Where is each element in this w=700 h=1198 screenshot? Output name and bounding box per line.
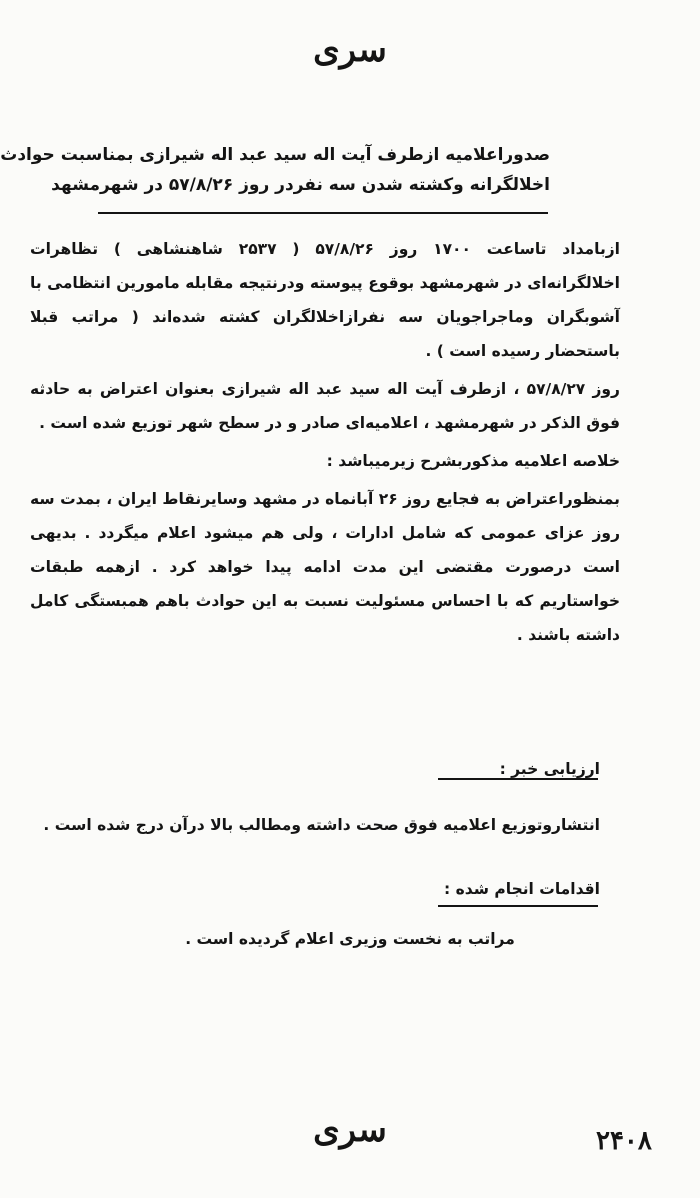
classification-footer: سری — [313, 1110, 387, 1150]
title-line-2: اخلالگرانه وکشته شدن سه نفردر روز ۵۷/۸/۲۶ در شهرمشهد — [51, 175, 550, 195]
title-line-1: صدوراعلامیه ازطرف آیت اله سید عبد اله شیرازی بمناسبت حوادث — [0, 145, 550, 165]
body-paragraph: روز ۵۷/۸/۲۷ ، ازطرف آیت اله سید عبد اله شیرازی بعنوان اعتراض به حادثه فوق الذکر در شهرمشهد ، اعلامیه‌ای صادر و در سطح شهر توزیع شده است . — [30, 380, 620, 432]
classification-header: سری — [313, 30, 387, 70]
actions-underline — [438, 905, 598, 907]
body-paragraph: ازبامداد تاساعت ۱۷۰۰ روز ۵۷/۸/۲۶ ( ۲۵۳۷ شاهنشاهی ) تظاهرات اخلالگرانه‌ای در شهرمشهد بوقوع پیوسته ودرنتیجه مقابله مامورین انتظامی با آشوبگران وماجراجویان سه نفرازاخلالگران کشته شده‌اند ( مراتب قبلا باستحضار رسیده است ) . — [30, 240, 620, 360]
assessment-text: انتشاروتوزیع اعلامیه فوق صحت داشته ومطالب بالا درآن درج شده است . — [43, 816, 600, 834]
actions-label: اقدامات انجام شده : — [444, 880, 600, 898]
document-body — [30, 232, 620, 656]
assessment-underline — [438, 778, 598, 780]
document-title — [0, 140, 550, 200]
body-paragraph: بمنظوراعتراض به فجایع روز ۲۶ آبانماه در مشهد وسایرنقاط ایران ، بمدت سه روز عزای عمومی که شامل ادارات ، ولی هم میشود اعلام میگردد . بدیهی است درصورت مقتضی این مدت ادامه پیدا خواهد کرد . ازهمه طبقات خواستاریم که با احساس مسئولیت نسبت به این حوادث باهم همبستگی کامل داشته باشند . — [30, 490, 620, 644]
page-number: ۲۴۰۸ — [596, 1126, 652, 1156]
assessment-label: ارزیابی خبر : — [499, 760, 600, 778]
actions-text: مراتب به نخست وزیری اعلام گردیده است . — [185, 930, 515, 948]
body-paragraph: خلاصه اعلامیه مذکوربشرح زیرمیباشد : — [326, 452, 620, 470]
title-underline — [98, 212, 548, 214]
